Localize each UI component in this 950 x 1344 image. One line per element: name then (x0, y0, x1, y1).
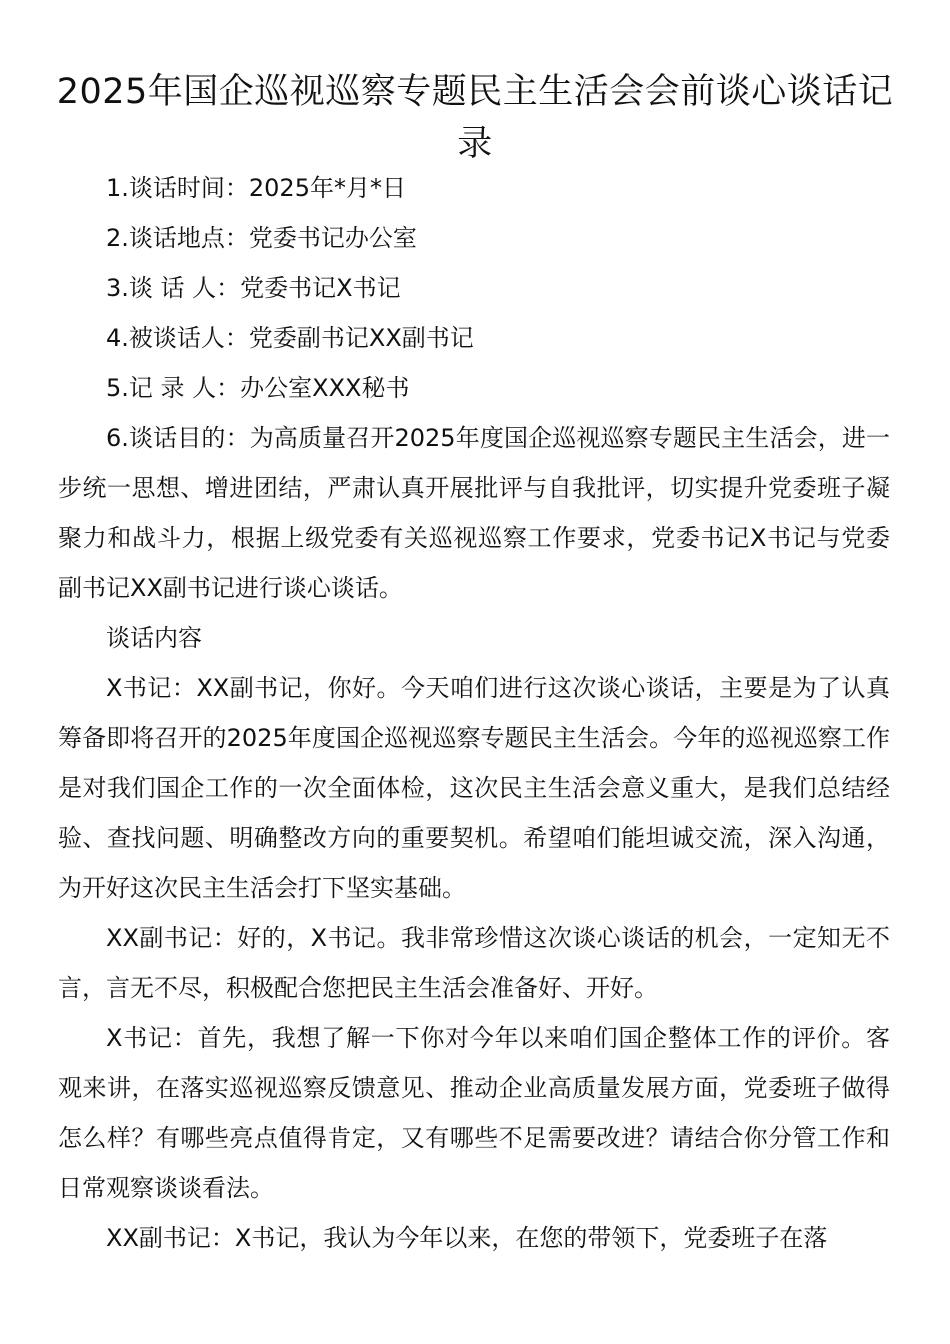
dialogue-paragraph: XX副书记：X书记，我认为今年以来，在您的带领下，党委班子在落 (106, 1224, 828, 1252)
meta-time: 1.谈话时间：2025年*月*日 (106, 174, 406, 202)
meta-location: 2.谈话地点：党委书记办公室 (106, 224, 417, 252)
section-heading: 谈话内容 (106, 624, 202, 652)
document-body (58, 163, 890, 1263)
document-title: 2025年国企巡视巡察专题民主生活会会前谈心谈话记录 (56, 72, 894, 164)
dialogue-paragraph: XX副书记：好的，X书记。我非常珍惜这次谈心谈话的机会，一定知无不言，言无不尽，积极配合您把民主生活会准备好、开好。 (58, 924, 890, 1002)
meta-purpose: 6.谈话目的：为高质量召开2025年度国企巡视巡察专题民主生活会，进一步统一思想、增进团结，严肃认真开展批评与自我批评，切实提升党委班子凝聚力和战斗力，根据上级党委有关巡视巡察工作要求，党委书记X书记与党委副书记XX副书记进行谈心谈话。 (58, 424, 890, 602)
meta-interviewee: 4.被谈话人：党委副书记XX副书记 (106, 324, 474, 352)
dialogue-paragraph: X书记：首先，我想了解一下你对今年以来咱们国企整体工作的评价。客观来讲，在落实巡视巡察反馈意见、推动企业高质量发展方面，党委班子做得怎么样？有哪些亮点值得肯定，又有哪些不足需要改进？请结合你分管工作和日常观察谈谈看法。 (58, 1024, 890, 1202)
meta-interviewer: 3.谈 话 人：党委书记X书记 (106, 274, 401, 302)
dialogue-paragraph: X书记：XX副书记，你好。今天咱们进行这次谈心谈话，主要是为了认真筹备即将召开的2025年度国企巡视巡察专题民主生活会。今年的巡视巡察工作是对我们国企工作的一次全面体检，这次民主生活会意义重大，是我们总结经验、查找问题、明确整改方向的重要契机。希望咱们能坦诚交流，深入沟通，为开好这次民主生活会打下坚实基础。 (58, 674, 890, 902)
meta-recorder: 5.记 录 人：办公室XXX秘书 (106, 374, 410, 402)
